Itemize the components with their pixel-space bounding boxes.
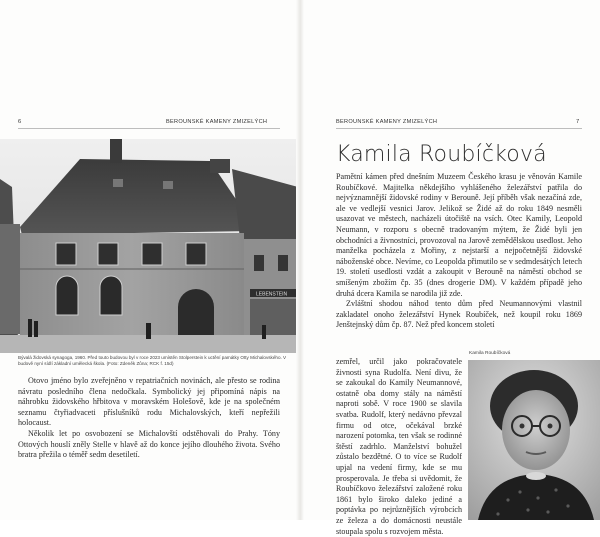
- running-head-left: BEROUNSKÉ KAMENY ZMIZELÝCH: [166, 119, 268, 125]
- right-body-text: [336, 172, 582, 331]
- paragraph: Zvláštní shodou náhod tento dům před Neumannovými vlastnil zakladatel onoho železářství Hynek Roubíček, než koupil roku 1869 Jenštejnský dům čp. 87. Než před koncem století: [336, 299, 582, 330]
- shop-sign-text: LEBENSTEIN: [256, 291, 288, 298]
- running-head-right: BEROUNSKÉ KAMENY ZMIZELÝCH: [336, 119, 438, 125]
- photo-caption: Bývalá židovská synagoga, 1960. Před touto budovou byl v roce 2023 umístěn Stolperstein k uctění památky Otty Michalovského. V budově nyní sídlí základní umělecká škola. (Foto: Zdeněk Zůna; RCK f. 15d): [18, 355, 287, 366]
- chapter-title: Kamila Roubíčková: [336, 142, 547, 167]
- header-rule-right: [336, 128, 582, 129]
- right-narrow-column: [336, 357, 462, 537]
- header-rule-left: [18, 128, 280, 129]
- paragraph: Několik let po osvobození se Michalovští odstěhovali do Prahy. Tóny Ottových houslí zněly Stelle v hlavě až do konce jejího dlouhého života. Svého bratra přežila o téměř sedm desetiletí.: [18, 428, 280, 460]
- paragraph: zemřel, určil jako pokračovatele živnosti syna Rudolfa. Není divu, že se zakoukal do Kamily Neumannové, ostatně oba domy stály na náměstí naproti sobě. V roce 1900 se slavila svatba. Rudolf, který nedávno převzal firmu od otce, očekával brzké narození potomka, ten však se rodinné štěstí zadrhlo. Manželství bohužel zůstalo bezdětné. O to více se Rudolf upjal na vedení firmy, kde se mu prosperovala. Je třeba si uvědomit, že Roubíčkovo železářství založené roku 1861 bylo široko daleko jediné a poptávka po nejrůznějších výrobcích ze železa a do domácnosti neustále stoupala spolu s rozvojem města.: [336, 357, 462, 536]
- page-number-left: 6: [18, 119, 22, 125]
- portrait-caption: Kamila Roubíčková: [469, 351, 511, 356]
- left-body-text: [18, 376, 280, 461]
- portrait-photo: [468, 360, 600, 520]
- paragraph: Pamětní kámen před dnešním Muzeem Českého krasu je věnován Kamile Roubíčkové. Majitelka někdejšího vyhlášeného železářství patřila do nejvýznamnější židovské rodiny v Berouně. Její příběh však nezačíná zde, ale ve vedlejší vesnici Jarov. Jelikož se Židé až do roku 1849 nesměli usazovat ve městech, nacházeli útočiště na vsích. Otec Kamily, Leopold Neumann, v rozporu s obecně tradovaným mýtem, že Židé byli jen obchodníci a živnostníci, provozoval na Jarově zemědělskou usedlost. Jeho manželka pocházela z Mořiny, z nejstarší a nejpočetnější židovské náboženské obce. Nevíme, co Leopolda přimutilo se v sedmdesátých letech 19. století usedlosti vzdát a zakoupit v Berouně na náměstí obchod se smíšeným zbožím čp. 35 (dnes drogerie DM). V každém případě jeho druhá dcera Kamila se narodila již zde.: [336, 172, 582, 298]
- synagogue-photo: [0, 139, 298, 353]
- left-page: [0, 0, 298, 520]
- paragraph: Otovo jméno bylo zveřejněno v repatriačních novinách, ale přesto se rodina návratu posledního člena nedočkala. Symbolický jej připomíná nápis na náhrobku židovského hřbitova v moravském Holešově, kde je na společném seznamu čtyřiadvaceti příslušníků rodu Michalovských, kteří nepřežili holocaust.: [18, 376, 280, 428]
- page-number-right: 7: [576, 119, 580, 125]
